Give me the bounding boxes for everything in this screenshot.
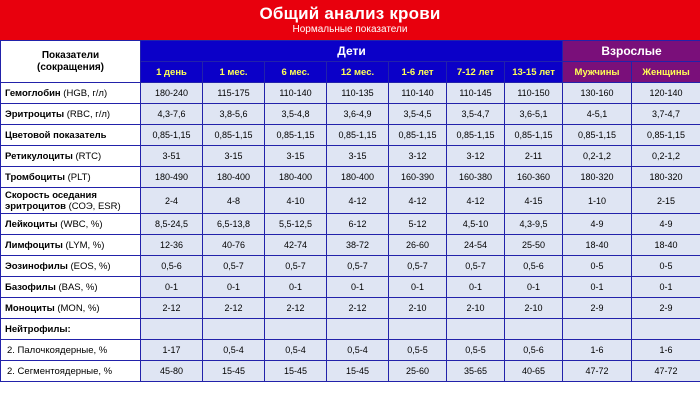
cell-value: 180-400	[203, 167, 265, 188]
row-label-name: Базофилы	[5, 281, 56, 293]
cell-value: 0-1	[632, 277, 700, 298]
cell-value: 40-76	[203, 235, 265, 256]
page-subtitle: Нормальные показатели	[292, 24, 408, 35]
cell-value: 47-72	[563, 361, 632, 382]
cell-value: 0,5-4	[203, 340, 265, 361]
cell-value: 3-15	[265, 146, 327, 167]
row-label-name: Моноциты	[5, 302, 55, 314]
cell-value: 0-1	[203, 277, 265, 298]
cell-value: 3-15	[327, 146, 389, 167]
cell-value: 0,5-6	[505, 340, 563, 361]
parameters-header-cell	[1, 41, 141, 83]
cell-value: 0-5	[632, 256, 700, 277]
cell-value: 5-12	[389, 214, 447, 235]
table-row	[1, 125, 700, 146]
cell-value: 4-9	[563, 214, 632, 235]
table-row	[1, 298, 700, 319]
row-label-name: Цветовой показатель	[5, 129, 107, 141]
cell-value: 2-9	[563, 298, 632, 319]
cell-value: 4-10	[265, 188, 327, 214]
cell-value: 3-12	[389, 146, 447, 167]
row-label	[1, 125, 141, 146]
cell-value	[389, 319, 447, 340]
row-label	[1, 277, 141, 298]
cell-value: 2-12	[327, 298, 389, 319]
row-label-abbr: (HGB, г/л)	[60, 87, 108, 99]
cell-value: 45-80	[141, 361, 203, 382]
cell-value: 0-1	[447, 277, 505, 298]
cell-value: 3-51	[141, 146, 203, 167]
col-header-6-months: 6 мес.	[265, 62, 327, 83]
cell-value: 3,5-4,8	[265, 104, 327, 125]
cell-value	[203, 319, 265, 340]
row-label-name: Эозинофилы	[5, 260, 68, 272]
cell-value: 160-360	[505, 167, 563, 188]
blood-norms-table	[0, 40, 700, 382]
row-label	[1, 146, 141, 167]
cell-value: 40-65	[505, 361, 563, 382]
table-row	[1, 214, 700, 235]
cell-value: 0,85-1,15	[265, 125, 327, 146]
cell-value: 180-320	[563, 167, 632, 188]
cell-value: 0,5-7	[327, 256, 389, 277]
cell-value: 4,3-7,6	[141, 104, 203, 125]
table-row	[1, 235, 700, 256]
row-label-name: Лимфоциты	[5, 239, 63, 251]
cell-value: 0,85-1,15	[389, 125, 447, 146]
row-label-abbr: (BAS, %)	[55, 281, 98, 293]
cell-value: 6-12	[327, 214, 389, 235]
row-label-name: Гемоглобин	[5, 87, 61, 99]
parameters-header-line1: Показатели	[41, 49, 100, 61]
cell-value: 2-11	[505, 146, 563, 167]
cell-value: 0,5-5	[447, 340, 505, 361]
cell-value: 3,6-4,9	[327, 104, 389, 125]
row-label-abbr: (RTC)	[72, 150, 102, 162]
cell-value	[563, 319, 632, 340]
table-row	[1, 256, 700, 277]
cell-value: 4-12	[389, 188, 447, 214]
group-header-adults: Взрослые	[563, 41, 700, 62]
page-title: Общий анализ крови	[259, 4, 441, 23]
cell-value: 4,3-9,5	[505, 214, 563, 235]
row-label	[1, 188, 141, 214]
table-row	[1, 188, 700, 214]
cell-value: 8,5-24,5	[141, 214, 203, 235]
table-body	[1, 83, 700, 382]
cell-value	[505, 319, 563, 340]
cell-value: 6,5-13,8	[203, 214, 265, 235]
cell-value: 4-12	[447, 188, 505, 214]
cell-value: 0,85-1,15	[563, 125, 632, 146]
table-head	[1, 41, 700, 83]
cell-value: 0,5-7	[265, 256, 327, 277]
cell-value: 0,85-1,15	[505, 125, 563, 146]
cell-value: 15-45	[327, 361, 389, 382]
cell-value: 160-380	[447, 167, 505, 188]
cell-value: 12-36	[141, 235, 203, 256]
cell-value: 180-400	[265, 167, 327, 188]
cell-value: 18-40	[632, 235, 700, 256]
col-header-13-15-years: 13-15 лет	[505, 62, 563, 83]
cell-value: 0-1	[327, 277, 389, 298]
cell-value: 1-6	[632, 340, 700, 361]
cell-value: 110-150	[505, 83, 563, 104]
cell-value: 18-40	[563, 235, 632, 256]
row-label-abbr: (LYM, %)	[62, 239, 105, 251]
cell-value: 1-17	[141, 340, 203, 361]
col-header-1-6-years: 1-6 лет	[389, 62, 447, 83]
table-row	[1, 277, 700, 298]
row-label-abbr: (WBC, %)	[57, 218, 103, 230]
cell-value: 26-60	[389, 235, 447, 256]
cell-value: 0,2-1,2	[632, 146, 700, 167]
cell-value	[447, 319, 505, 340]
table-row	[1, 146, 700, 167]
cell-value	[327, 319, 389, 340]
group-header-children: Дети	[141, 41, 563, 62]
cell-value: 0,5-5	[389, 340, 447, 361]
cell-value: 0,85-1,15	[141, 125, 203, 146]
col-header-women: Женщины	[632, 62, 700, 83]
cell-value: 4,5-10	[447, 214, 505, 235]
row-label	[1, 214, 141, 235]
cell-value: 0,5-6	[141, 256, 203, 277]
row-label-abbr: (RBC, г/л)	[64, 108, 111, 120]
cell-value: 110-140	[265, 83, 327, 104]
cell-value: 0-1	[389, 277, 447, 298]
cell-value: 35-65	[447, 361, 505, 382]
cell-value: 38-72	[327, 235, 389, 256]
cell-value: 0,5-7	[389, 256, 447, 277]
cell-value: 3,5-4,7	[447, 104, 505, 125]
parameters-header-line2: (сокращения)	[36, 61, 105, 73]
cell-value: 3,5-4,5	[389, 104, 447, 125]
cell-value: 0,5-6	[505, 256, 563, 277]
row-label-abbr: (PLT)	[64, 171, 91, 183]
table-row	[1, 83, 700, 104]
row-label-name: Скорость оседания эритроцитов	[5, 189, 97, 212]
cell-value: 47-72	[632, 361, 700, 382]
cell-value: 0,85-1,15	[327, 125, 389, 146]
title-banner	[0, 0, 700, 40]
row-label-abbr: (СОЭ, ESR)	[66, 200, 121, 212]
cell-value: 4-12	[327, 188, 389, 214]
cell-value: 2-10	[505, 298, 563, 319]
cell-value: 2-9	[632, 298, 700, 319]
row-label-abbr: (MON, %)	[54, 302, 100, 314]
cell-value: 0-1	[563, 277, 632, 298]
cell-value	[265, 319, 327, 340]
cell-value: 0,85-1,15	[203, 125, 265, 146]
cell-value: 2-15	[632, 188, 700, 214]
cell-value: 2-12	[203, 298, 265, 319]
cell-value: 0,5-7	[203, 256, 265, 277]
table-row	[1, 319, 700, 340]
row-label-name: Нейтрофилы:	[5, 323, 71, 335]
row-label	[1, 361, 141, 382]
row-label	[1, 340, 141, 361]
cell-value: 0-1	[265, 277, 327, 298]
cell-value: 1-6	[563, 340, 632, 361]
row-label-abbr: (EOS, %)	[67, 260, 111, 272]
cell-value: 3,7-4,7	[632, 104, 700, 125]
cell-value: 42-74	[265, 235, 327, 256]
cell-value: 180-400	[327, 167, 389, 188]
row-label-name: 2. Палочкоядерные, %	[7, 344, 108, 356]
row-label-name: Лейкоциты	[5, 218, 58, 230]
cell-value: 180-240	[141, 83, 203, 104]
cell-value: 24-54	[447, 235, 505, 256]
cell-value: 0,5-7	[447, 256, 505, 277]
cell-value: 3-12	[447, 146, 505, 167]
header-group-row	[1, 41, 700, 62]
cell-value: 25-60	[389, 361, 447, 382]
cell-value	[632, 319, 700, 340]
cell-value: 4-5,1	[563, 104, 632, 125]
table-row	[1, 167, 700, 188]
col-header-1-day: 1 день	[141, 62, 203, 83]
cell-value: 0-1	[505, 277, 563, 298]
row-label	[1, 235, 141, 256]
cell-value: 160-390	[389, 167, 447, 188]
cell-value: 115-175	[203, 83, 265, 104]
cell-value: 3,6-5,1	[505, 104, 563, 125]
row-label-name: Тромбоциты	[5, 171, 65, 183]
row-label-name: Эритроциты	[5, 108, 65, 120]
cell-value: 0,5-4	[327, 340, 389, 361]
cell-value: 0-1	[141, 277, 203, 298]
cell-value: 130-160	[563, 83, 632, 104]
cell-value: 120-140	[632, 83, 700, 104]
row-label	[1, 83, 141, 104]
col-header-1-month: 1 мес.	[203, 62, 265, 83]
cell-value: 180-490	[141, 167, 203, 188]
row-label	[1, 298, 141, 319]
cell-value: 2-10	[447, 298, 505, 319]
cell-value: 3,8-5,6	[203, 104, 265, 125]
col-header-7-12-years: 7-12 лет	[447, 62, 505, 83]
cell-value: 15-45	[265, 361, 327, 382]
col-header-men: Мужчины	[563, 62, 632, 83]
row-label	[1, 319, 141, 340]
row-label	[1, 104, 141, 125]
cell-value: 15-45	[203, 361, 265, 382]
cell-value	[141, 319, 203, 340]
cell-value: 0-5	[563, 256, 632, 277]
cell-value: 2-4	[141, 188, 203, 214]
table-row	[1, 340, 700, 361]
row-label	[1, 167, 141, 188]
cell-value: 0,2-1,2	[563, 146, 632, 167]
cell-value: 3-15	[203, 146, 265, 167]
cell-value: 4-15	[505, 188, 563, 214]
cell-value: 0,85-1,15	[632, 125, 700, 146]
cell-value: 1-10	[563, 188, 632, 214]
table-row	[1, 104, 700, 125]
cell-value: 0,5-4	[265, 340, 327, 361]
cell-value: 0,85-1,15	[447, 125, 505, 146]
cell-value: 2-10	[389, 298, 447, 319]
cell-value: 5,5-12,5	[265, 214, 327, 235]
cell-value: 4-9	[632, 214, 700, 235]
cell-value: 110-145	[447, 83, 505, 104]
cell-value: 25-50	[505, 235, 563, 256]
row-label-name: Ретикулоциты	[5, 150, 73, 162]
cell-value: 180-320	[632, 167, 700, 188]
cell-value: 110-135	[327, 83, 389, 104]
row-label-name: 2. Сегментоядерные, %	[7, 365, 113, 377]
cell-value: 110-140	[389, 83, 447, 104]
cell-value: 4-8	[203, 188, 265, 214]
cell-value: 2-12	[265, 298, 327, 319]
row-label	[1, 256, 141, 277]
table-row	[1, 361, 700, 382]
cell-value: 2-12	[141, 298, 203, 319]
col-header-12-months: 12 мес.	[327, 62, 389, 83]
